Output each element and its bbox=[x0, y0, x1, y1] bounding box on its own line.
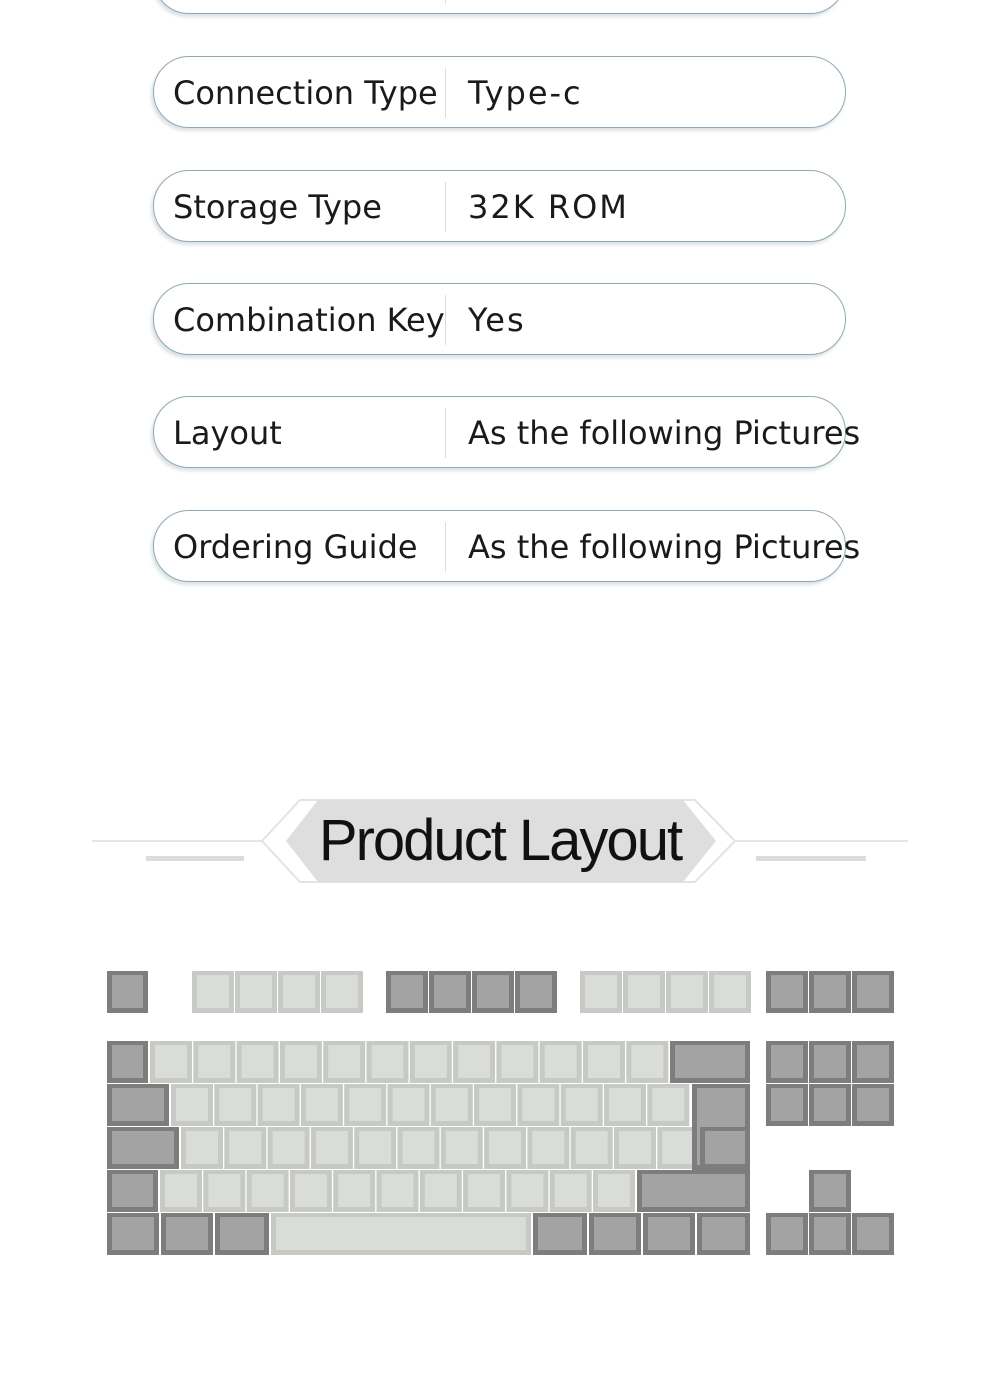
keycap-menu bbox=[643, 1213, 695, 1255]
keycap-number bbox=[583, 1041, 625, 1083]
keycap-fn bbox=[589, 1213, 641, 1255]
keycap-f bbox=[580, 971, 622, 1013]
keycap-lshift bbox=[107, 1170, 158, 1212]
keycap-ctrl bbox=[697, 1213, 750, 1255]
keycap-grave bbox=[107, 1041, 148, 1083]
keycap-ctrl bbox=[107, 1213, 159, 1255]
keycap-number bbox=[410, 1041, 452, 1083]
keycap-letter bbox=[268, 1127, 310, 1169]
keycap-letter bbox=[171, 1084, 213, 1126]
keycap-letter bbox=[377, 1170, 419, 1212]
keycap-letter bbox=[571, 1127, 613, 1169]
spec-label: Combination Key bbox=[173, 301, 445, 339]
keycap-letter bbox=[181, 1127, 223, 1169]
keycap-letter bbox=[333, 1170, 375, 1212]
keycap-nav bbox=[852, 971, 894, 1013]
keycap-letter bbox=[388, 1084, 430, 1126]
keycap-rshift bbox=[637, 1170, 750, 1212]
spec-label: Ordering Guide bbox=[173, 528, 418, 566]
keycap-letter bbox=[647, 1084, 689, 1126]
keycap-letter bbox=[203, 1170, 245, 1212]
keycap-f bbox=[321, 971, 363, 1013]
keycap-f bbox=[278, 971, 320, 1013]
keycap-letter bbox=[614, 1127, 656, 1169]
keycap-arrow-up bbox=[809, 1170, 851, 1212]
spec-value: 32K ROM bbox=[468, 188, 629, 226]
keycap-number bbox=[626, 1041, 668, 1083]
spec-value: Yes bbox=[468, 301, 526, 339]
keycap-nav bbox=[852, 1041, 894, 1083]
keycap-letter bbox=[258, 1084, 300, 1126]
keycap-letter bbox=[506, 1170, 548, 1212]
keycap-letter bbox=[441, 1127, 483, 1169]
keycap-space bbox=[271, 1213, 531, 1255]
keycap-letter bbox=[474, 1084, 516, 1126]
keycap-f bbox=[666, 971, 708, 1013]
spec-value: As the following Pictures bbox=[468, 528, 861, 566]
spec-value: Type-c bbox=[468, 74, 583, 112]
keycap-letter bbox=[484, 1127, 526, 1169]
keycap-letter bbox=[301, 1084, 343, 1126]
keycap-letter bbox=[527, 1127, 569, 1169]
keycap-letter bbox=[550, 1170, 592, 1212]
keycap-f bbox=[235, 971, 277, 1013]
spec-value: As the following Pictures bbox=[468, 414, 861, 452]
keycap-nav bbox=[809, 1084, 851, 1126]
keycap-letter bbox=[344, 1084, 386, 1126]
keycap-number bbox=[280, 1041, 322, 1083]
keycap-number bbox=[540, 1041, 582, 1083]
keycap-win bbox=[161, 1213, 213, 1255]
spec-label: Layout bbox=[173, 414, 282, 452]
keycap-number bbox=[193, 1041, 235, 1083]
keycap-number bbox=[453, 1041, 495, 1083]
keycap-nav bbox=[766, 971, 808, 1013]
keycap-f bbox=[515, 971, 557, 1013]
spec-label: Storage Type bbox=[173, 188, 382, 226]
keycap-letter bbox=[224, 1127, 266, 1169]
keycap-caps bbox=[107, 1127, 179, 1169]
keycap-arrow bbox=[852, 1213, 894, 1255]
keycap-number bbox=[496, 1041, 538, 1083]
keycap-f bbox=[192, 971, 234, 1013]
keycap-number bbox=[323, 1041, 365, 1083]
keycap-letter bbox=[160, 1170, 202, 1212]
keycap-number bbox=[150, 1041, 192, 1083]
keycap-esc bbox=[107, 971, 148, 1013]
keycap-f bbox=[472, 971, 514, 1013]
keycap-f bbox=[386, 971, 428, 1013]
keycap-letter bbox=[214, 1084, 256, 1126]
keycap-letter bbox=[354, 1127, 396, 1169]
keycap-tab bbox=[107, 1084, 169, 1126]
keycap-letter bbox=[431, 1084, 473, 1126]
keycap-letter bbox=[561, 1084, 603, 1126]
keycap-nav bbox=[852, 1084, 894, 1126]
keycap-letter bbox=[398, 1127, 440, 1169]
keycap-nav bbox=[809, 971, 851, 1013]
keycap-nav bbox=[809, 1041, 851, 1083]
keycap-letter bbox=[290, 1170, 332, 1212]
keycap-letter bbox=[604, 1084, 646, 1126]
keycap-alt bbox=[533, 1213, 587, 1255]
keycap-enter bbox=[700, 1127, 750, 1169]
keycap-letter bbox=[311, 1127, 353, 1169]
keycap-number bbox=[237, 1041, 279, 1083]
spec-label: Connection Type bbox=[173, 74, 438, 112]
keycap-letter bbox=[420, 1170, 462, 1212]
keycap-letter bbox=[463, 1170, 505, 1212]
keycap-letter bbox=[247, 1170, 289, 1212]
keycap-backspace bbox=[670, 1041, 750, 1083]
keycap-letter bbox=[517, 1084, 559, 1126]
keycap-number bbox=[367, 1041, 409, 1083]
keycap-f bbox=[623, 971, 665, 1013]
keycap-nav bbox=[766, 1041, 808, 1083]
section-title: Product Layout bbox=[318, 808, 682, 873]
keycap-nav bbox=[766, 1084, 808, 1126]
keycap-arrow bbox=[809, 1213, 851, 1255]
keycap-f bbox=[429, 971, 471, 1013]
keycap-arrow bbox=[766, 1213, 808, 1255]
keycap-f bbox=[709, 971, 751, 1013]
keycap-letter bbox=[593, 1170, 635, 1212]
keycap-alt bbox=[215, 1213, 269, 1255]
